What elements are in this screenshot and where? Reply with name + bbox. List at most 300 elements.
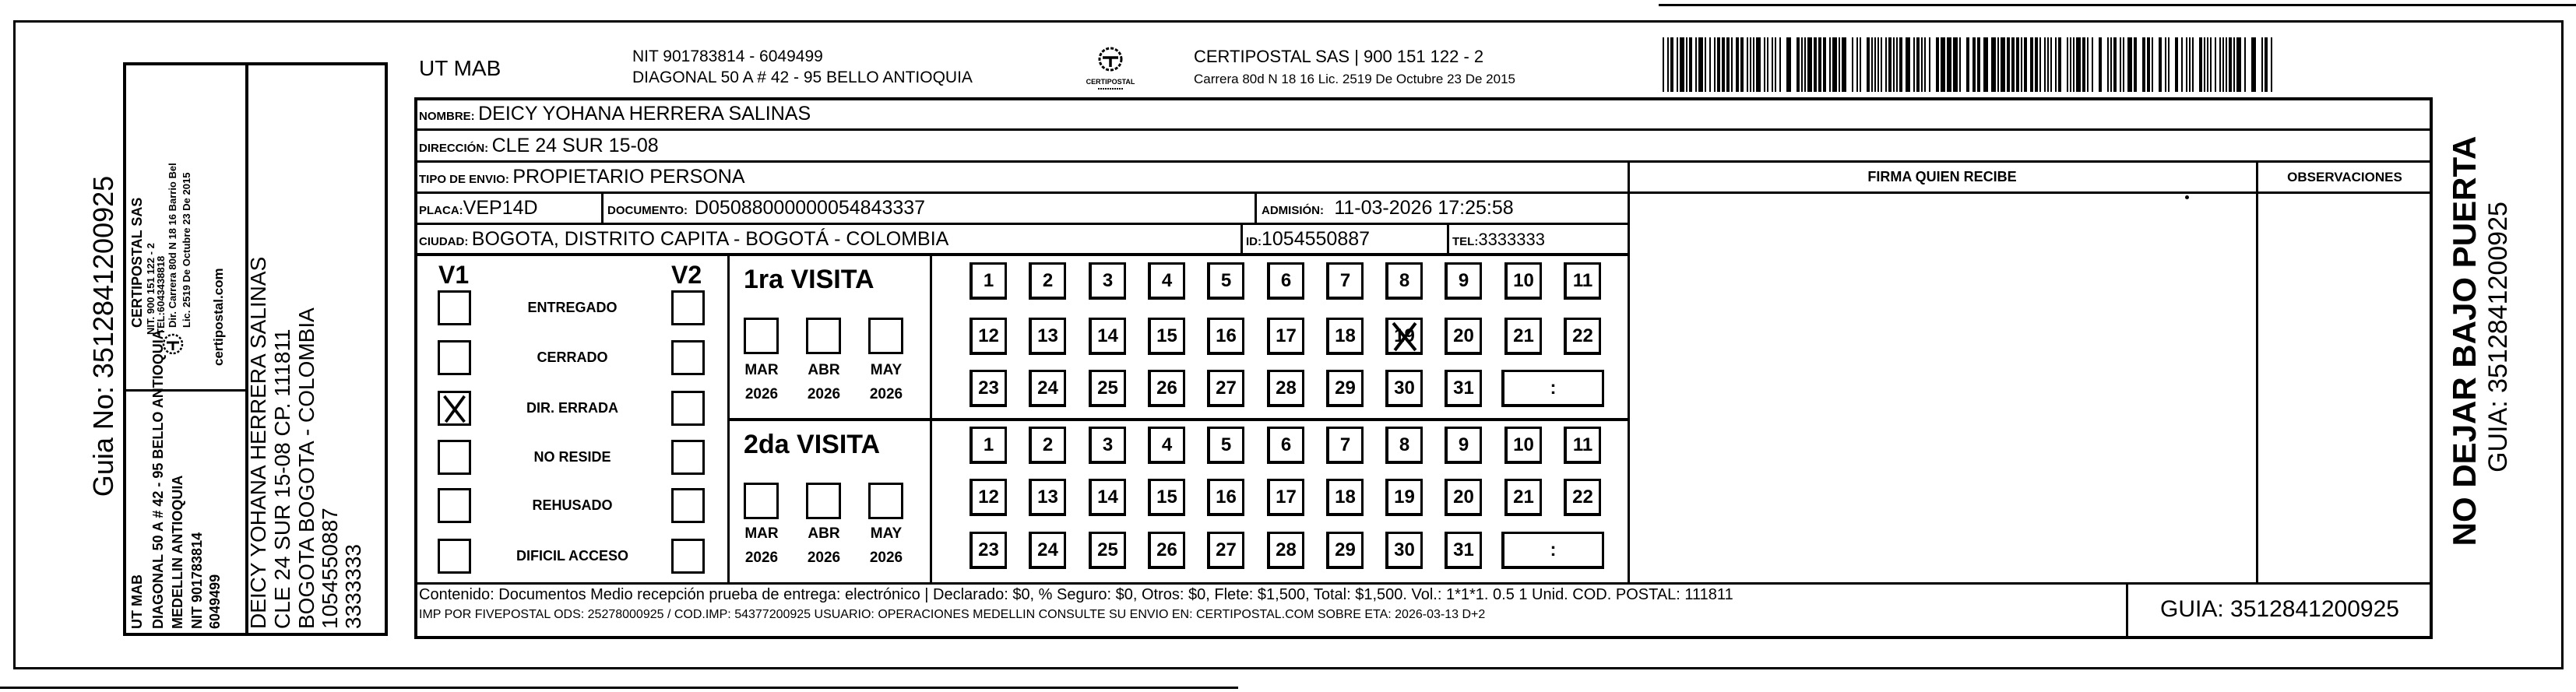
day-box[interactable] [1089, 479, 1126, 516]
day-box[interactable] [1207, 427, 1244, 464]
barcode-bar [2127, 37, 2132, 92]
barcode-bar [1670, 37, 1673, 92]
observaciones-divider [2256, 160, 2258, 583]
day-number: 1 [983, 269, 994, 291]
day-box[interactable] [1089, 532, 1126, 569]
v2-checkbox[interactable] [671, 440, 705, 475]
day-number: 7 [1339, 269, 1351, 291]
day-number: 16 [1216, 325, 1237, 346]
header-company-address: Carrera 80d N 18 16 Lic. 2519 De Octubre 23 De 2015 [1194, 72, 1515, 86]
barcode-bar [2265, 37, 2268, 92]
barcode-bar [2107, 37, 2109, 92]
barcode-bar [1991, 37, 1996, 92]
v1-checkbox[interactable] [438, 340, 471, 375]
barcode-bar [1874, 37, 1876, 92]
day-box[interactable] [1089, 427, 1126, 464]
month-label: MAR [744, 525, 779, 542]
scan-dot [2185, 195, 2189, 199]
barcode-bar [1709, 37, 1711, 92]
barcode-bar [1877, 37, 1879, 92]
barcode-bar [1775, 37, 1776, 92]
day-number: 28 [1276, 377, 1297, 399]
barcode-bar [1753, 37, 1754, 92]
day-number: 18 [1335, 325, 1356, 346]
time-separator: : [1550, 539, 1557, 560]
day-number: 7 [1339, 434, 1351, 455]
stub-recipient-line: 3333333 [341, 543, 365, 629]
barcode-bar [2189, 37, 2191, 92]
day-number: 25 [1097, 377, 1118, 399]
day-box[interactable] [970, 318, 1007, 355]
field-admision [1262, 198, 1514, 218]
day-box[interactable] [1445, 318, 1482, 355]
day-box[interactable] [1029, 318, 1066, 355]
day-number: 4 [1161, 269, 1173, 291]
stub-company-web: certipostal.com [211, 268, 226, 366]
month-label: MAR [744, 362, 779, 378]
barcode-bar [2039, 37, 2041, 92]
barcode-bar [2087, 37, 2089, 92]
field-value: DEICY YOHANA HERRERA SALINAS [478, 103, 811, 125]
day-box[interactable] [1385, 427, 1423, 464]
day-number: 3 [1102, 269, 1114, 291]
day-number: 31 [1453, 377, 1474, 399]
barcode-bar [1807, 37, 1812, 92]
field-value: D05088000000054843337 [694, 197, 926, 219]
barcode-bar [2007, 37, 2010, 92]
day-number: 10 [1513, 434, 1534, 455]
month-label: MAY [870, 525, 903, 542]
day-box[interactable] [1326, 532, 1364, 569]
day-box[interactable] [1267, 318, 1304, 355]
v2-header: V2 [671, 261, 702, 289]
day-box[interactable] [1029, 427, 1066, 464]
day-number: 13 [1037, 486, 1058, 508]
day-number: 2 [1042, 269, 1054, 291]
day-box[interactable] [1564, 427, 1601, 464]
day-box[interactable] [1385, 532, 1423, 569]
day-box[interactable] [970, 262, 1007, 300]
day-box[interactable] [1267, 427, 1304, 464]
stub-sender-line: DIAGONAL 50 A # 42 - 95 BELLO ANTIOQUIA [150, 329, 166, 629]
footer-print-line: IMP POR FIVEPOSTAL ODS: 25278000925 / COD.IMP: 54377200925 USUARIO: OPERACIONES MEDELLIN CONSULTE SU ENVIO EN: CERTIPOSTAL.COM SOBRE ETA: 2026-03-13 D+2 [419, 608, 1486, 621]
day-box[interactable] [1504, 262, 1542, 300]
header-sender-nit: NIT 901783814 - 6049499 [632, 47, 823, 65]
barcode-bar [1750, 37, 1751, 92]
barcode-bar [1797, 37, 1800, 92]
field-value: 1054550887 [1262, 228, 1371, 250]
barcode-bar [1867, 37, 1870, 92]
visit-title: 2da VISITA [744, 430, 881, 459]
barcode-bar [2044, 37, 2046, 92]
barcode-bar [1871, 37, 1873, 92]
day-number: 14 [1097, 325, 1118, 346]
day-box[interactable] [1445, 532, 1482, 569]
barcode-bar [1714, 37, 1716, 92]
day-box[interactable] [1089, 318, 1126, 355]
barcode-bar [2142, 37, 2145, 92]
barcode-bar [1832, 37, 1837, 92]
barcode-bar [2175, 37, 2178, 92]
field-tel [1452, 231, 1545, 248]
barcode-bar [2199, 37, 2202, 92]
barcode-bar [2001, 37, 2005, 92]
day-number: 19 [1394, 486, 1415, 508]
day-box[interactable] [1029, 532, 1066, 569]
day-number: 21 [1513, 486, 1534, 508]
barcode-bar [2261, 37, 2263, 92]
day-number: 5 [1220, 434, 1232, 455]
day-box[interactable] [1148, 479, 1185, 516]
v2-checkbox[interactable] [671, 391, 705, 426]
barcode-bar [1804, 37, 1806, 92]
field-value: BOGOTA, DISTRITO CAPITA - BOGOTÁ - COLOMBIA [471, 228, 949, 250]
day-number: 28 [1276, 539, 1297, 560]
day-number: 31 [1453, 539, 1474, 560]
field-label: TEL: [1452, 235, 1479, 248]
day-box[interactable] [1029, 370, 1066, 407]
barcode-bar [1663, 37, 1664, 92]
day-box[interactable] [970, 427, 1007, 464]
v1-checkbox[interactable] [438, 391, 471, 426]
day-box[interactable] [1326, 479, 1364, 516]
barcode-bar [2035, 37, 2038, 92]
day-box[interactable] [1326, 427, 1364, 464]
day-box[interactable] [970, 532, 1007, 569]
day-number: 20 [1453, 486, 1474, 508]
barcode-bar [2219, 37, 2221, 92]
barcode-bar [2168, 37, 2170, 92]
day-box[interactable] [1564, 262, 1601, 300]
day-box[interactable] [1148, 370, 1185, 407]
barcode-bar [1921, 37, 1923, 92]
day-box[interactable] [1207, 532, 1244, 569]
day-box[interactable] [1089, 370, 1126, 407]
barcode-bar [1717, 37, 1720, 92]
day-box[interactable] [1445, 262, 1482, 300]
barcode-bar [1936, 37, 1939, 92]
year-label: 2026 [744, 550, 779, 566]
stub-sender-line: NIT 901783814 [189, 532, 205, 629]
barcode-bar [1977, 37, 1980, 92]
year-label: 2026 [807, 386, 841, 402]
day-box[interactable] [1207, 262, 1244, 300]
status-label: DIR. ERRADA [526, 400, 618, 416]
barcode-bar [1966, 37, 1969, 92]
day-number: 5 [1220, 269, 1232, 291]
day-box[interactable] [1148, 427, 1185, 464]
barcode-bar [1959, 37, 1961, 92]
barcode-bar [2055, 37, 2057, 92]
stub-company-line: CERTIPOSTAL SAS [129, 197, 145, 328]
day-number: 2 [1042, 434, 1054, 455]
month-checkbox[interactable] [806, 318, 841, 354]
barcode-bar [1972, 37, 1976, 92]
day-number: 29 [1335, 377, 1356, 399]
time-box[interactable] [1501, 370, 1604, 407]
barcode-bar [1997, 37, 1999, 92]
barcode-bar [1695, 37, 1697, 92]
field-ciudad [419, 230, 948, 249]
status-label: NO RESIDE [533, 449, 611, 465]
day-box[interactable] [1385, 479, 1423, 516]
day-number: 26 [1156, 539, 1177, 560]
field-label: TIPO DE ENVIO: [419, 173, 509, 186]
barcode-bar [1941, 37, 1945, 92]
barcode-bar [2123, 37, 2124, 92]
day-number: 26 [1156, 377, 1177, 399]
day-number: 8 [1399, 269, 1410, 291]
barcode-bar [2215, 37, 2216, 92]
day-number: 11 [1572, 434, 1593, 455]
barcode-bar [1677, 37, 1678, 92]
barcode-bar [1686, 37, 1687, 92]
day-box[interactable] [1207, 318, 1244, 355]
day-box[interactable] [1385, 318, 1423, 355]
header-sender-name: UT MAB [419, 56, 501, 80]
day-number: 30 [1394, 539, 1415, 560]
day-box[interactable] [1445, 479, 1482, 516]
field-value: VEP14D [463, 197, 538, 219]
svg-text:CERTIPOSTAL: CERTIPOSTAL [1086, 78, 1135, 86]
day-number: 22 [1572, 486, 1593, 508]
barcode-bar [1823, 37, 1826, 92]
admision-divider [1255, 191, 1257, 223]
field-nombre [419, 104, 811, 124]
day-box[interactable] [1267, 262, 1304, 300]
month-checkbox[interactable] [868, 483, 903, 519]
barcode-bar [1740, 37, 1744, 92]
v2-checkbox[interactable] [671, 340, 705, 375]
month-label: ABR [808, 362, 840, 378]
stub-company-line: Lic. 2519 De Octubre 23 De 2015 [181, 172, 192, 328]
field-placa [419, 198, 538, 218]
barcode-bar [2192, 37, 2194, 92]
barcode-bar [1888, 37, 1892, 92]
day-number: 25 [1097, 539, 1118, 560]
barcode-bar [2207, 37, 2208, 92]
day-number: 15 [1156, 325, 1177, 346]
barcode-bar [1726, 37, 1730, 92]
time-box[interactable] [1501, 532, 1604, 569]
barcode-bar [2099, 37, 2102, 92]
barcode-bar [1667, 37, 1669, 92]
year-label: 2026 [869, 550, 903, 566]
v2-checkbox[interactable] [671, 290, 705, 325]
stub-company-line: TEL:6043438818 [155, 255, 167, 335]
barcode-bar [1829, 37, 1831, 92]
v2-checkbox[interactable] [671, 539, 705, 574]
day-number: 14 [1097, 486, 1118, 508]
day-number: 4 [1161, 434, 1173, 455]
day-box[interactable] [1445, 370, 1482, 407]
day-number: 15 [1156, 486, 1177, 508]
month-checkbox[interactable] [868, 318, 903, 354]
day-box[interactable] [1267, 479, 1304, 516]
observaciones-area[interactable] [2259, 194, 2430, 582]
barcode-bar [1680, 37, 1684, 92]
day-box[interactable] [1504, 479, 1542, 516]
status-label: REHUSADO [532, 497, 613, 513]
day-box[interactable] [1564, 318, 1601, 355]
footer-guia: GUIA: 3512841200925 [2160, 596, 2399, 622]
barcode-bar [1899, 37, 1902, 92]
day-number: 8 [1399, 434, 1410, 455]
certipostal-logo-icon [1086, 44, 1135, 92]
day-number: 24 [1037, 377, 1058, 399]
barcode-bar [2021, 37, 2022, 92]
field-label: ID: [1246, 235, 1262, 248]
no-dejar-bajo-puerta: NO DEJAR BAJO PUERTA [2446, 135, 2483, 546]
barcode-bar [2251, 37, 2256, 92]
day-number: 27 [1216, 377, 1237, 399]
field-label: DIRECCIÓN: [419, 142, 489, 155]
status-label: CERRADO [537, 350, 608, 365]
day-number: 29 [1335, 539, 1356, 560]
signature-area[interactable] [1631, 194, 2255, 582]
day-box[interactable] [970, 370, 1007, 407]
field-label: NOMBRE: [419, 110, 475, 123]
observaciones-header: OBSERVACIONES [2287, 170, 2402, 184]
day-box[interactable] [1267, 370, 1304, 407]
day-box[interactable] [1207, 370, 1244, 407]
field-label: DOCUMENTO: [607, 204, 688, 217]
day-box[interactable] [970, 479, 1007, 516]
barcode-bar [2070, 37, 2071, 92]
day-box[interactable] [1148, 532, 1185, 569]
barcode-bar [1852, 37, 1853, 92]
month-checkbox[interactable] [744, 483, 779, 519]
barcode-bar [1916, 37, 1920, 92]
field-direccion [419, 136, 659, 156]
firma-header: FIRMA QUIEN RECIBE [1867, 169, 2017, 184]
barcode-bar [1736, 37, 1739, 92]
visit-divider [727, 418, 1628, 421]
side-guia: GUIA: 3512841200925 [2483, 202, 2513, 472]
barcode-bar [1983, 37, 1988, 92]
day-box[interactable] [1029, 262, 1066, 300]
day-number: 12 [978, 486, 999, 508]
barcode-bar [1839, 37, 1840, 92]
field-value: 11-03-2026 17:25:58 [1334, 197, 1514, 219]
barcode-bar [2181, 37, 2183, 92]
v1-checkbox[interactable] [438, 539, 471, 574]
v1-header: V1 [438, 261, 470, 289]
day-number: 17 [1276, 325, 1297, 346]
barcode-bar [1801, 37, 1803, 92]
barcode-bar [1786, 37, 1791, 92]
barcode-bar [1924, 37, 1926, 92]
stub-guia-number: Guia No: 3512841200925 [87, 175, 119, 497]
stub-recipient-line: CLE 24 SUR 15-08 CP. 111811 [270, 328, 294, 629]
barcode-bar [2222, 37, 2224, 92]
header-company: CERTIPOSTAL SAS | 900 151 122 - 2 [1194, 47, 1484, 66]
barcode-bar [2082, 37, 2085, 92]
barcode-bar [2024, 37, 2027, 92]
day-number: 6 [1280, 434, 1292, 455]
day-box[interactable] [1148, 262, 1185, 300]
day-box[interactable] [1445, 427, 1482, 464]
day-box[interactable] [1029, 479, 1066, 516]
firma-divider [1628, 160, 1630, 583]
day-number: 13 [1037, 325, 1058, 346]
day-box[interactable] [1326, 370, 1364, 407]
day-number: 30 [1394, 377, 1415, 399]
day-box[interactable] [1148, 318, 1185, 355]
day-box[interactable] [1089, 262, 1126, 300]
day-box[interactable] [1504, 427, 1542, 464]
day-number: 24 [1037, 539, 1058, 560]
barcode-bar [1906, 37, 1910, 92]
day-box[interactable] [1207, 479, 1244, 516]
day-number: 20 [1453, 325, 1474, 346]
id-divider [1240, 223, 1243, 254]
v1-checkbox[interactable] [438, 290, 471, 325]
day-box[interactable] [1267, 532, 1304, 569]
barcode-bar [1779, 37, 1781, 92]
field-value: PROPIETARIO PERSONA [512, 166, 745, 188]
month-checkbox[interactable] [744, 318, 779, 354]
barcode-bar [1929, 37, 1930, 92]
barcode-bar [1764, 37, 1765, 92]
header-sender-address: DIAGONAL 50 A # 42 - 95 BELLO ANTIOQUIA [632, 68, 973, 86]
time-separator: : [1550, 377, 1557, 399]
barcode-bar [2152, 37, 2153, 92]
barcode-bar [1913, 37, 1915, 92]
day-box[interactable] [1385, 262, 1423, 300]
barcode-bar [2159, 37, 2162, 92]
row-divider [414, 128, 2433, 131]
stub-split [123, 389, 246, 392]
x-mark-icon [440, 393, 469, 423]
barcode-bar [1698, 37, 1703, 92]
barcode-bar [2186, 37, 2187, 92]
barcode-bar [2120, 37, 2121, 92]
barcode-bar [1856, 37, 1858, 92]
row-divider [414, 160, 2433, 163]
barcode-bar [2210, 37, 2212, 92]
day-number: 17 [1276, 486, 1297, 508]
month-label: MAY [870, 362, 903, 378]
tel-divider [1447, 223, 1449, 254]
day-box[interactable] [1326, 318, 1364, 355]
barcode-bar [1814, 37, 1817, 92]
field-label: CIUDAD: [419, 235, 469, 248]
day-number: 12 [978, 325, 999, 346]
day-box[interactable] [1385, 370, 1423, 407]
field-id [1246, 230, 1370, 249]
barcode-bar [2110, 37, 2112, 92]
month-checkbox[interactable] [806, 483, 841, 519]
day-box[interactable] [1326, 262, 1364, 300]
barcode-bar [1747, 37, 1748, 92]
barcode-bar [1860, 37, 1861, 92]
field-value: 3333333 [1478, 230, 1545, 249]
v1-checkbox[interactable] [438, 488, 471, 523]
year-label: 2026 [869, 386, 903, 402]
stub-recipient-line: BOGOTA BOGOTA - COLOMBIA [294, 307, 318, 629]
barcode-bar [2011, 37, 2015, 92]
v2-checkbox[interactable] [671, 488, 705, 523]
v1-checkbox[interactable] [438, 440, 471, 475]
barcode-bar [2244, 37, 2246, 92]
barcode-bar [1953, 37, 1958, 92]
barcode-bar [1893, 37, 1895, 92]
day-box[interactable] [1504, 318, 1542, 355]
day-box[interactable] [1564, 479, 1601, 516]
barcode-bar [2050, 37, 2052, 92]
day-number: 21 [1513, 325, 1534, 346]
